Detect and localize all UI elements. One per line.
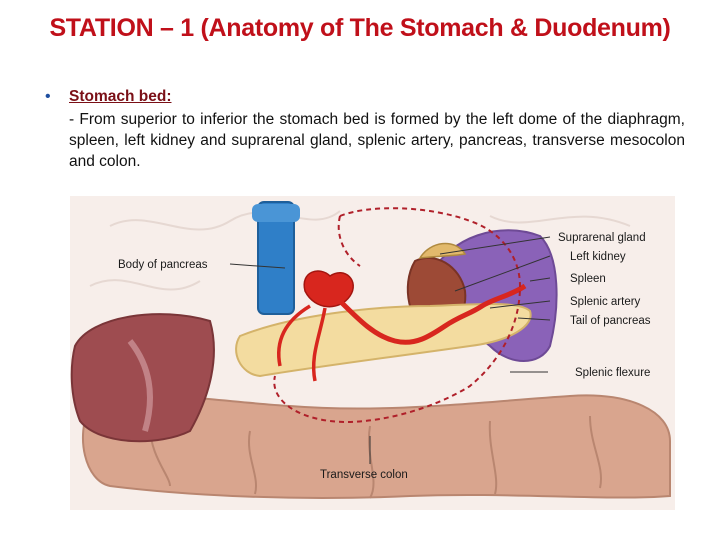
slide-title: STATION – 1 (Anatomy of The Stomach & Duodenum) (49, 14, 671, 42)
bullet-text: - From superior to inferior the stomach bed is formed by the left dome of the diaphragm, spleen, left kidney and suprarenal gland, splenic artery, pancreas, transverse mesocolon and colon. (69, 111, 685, 170)
label-tail-of-pancreas: Tail of pancreas (570, 315, 651, 327)
label-body-of-pancreas: Body of pancreas (118, 259, 208, 271)
label-splenic-artery: Splenic artery (570, 296, 641, 308)
label-splenic-flexure: Splenic flexure (575, 367, 651, 379)
label-transverse-colon: Transverse colon (320, 469, 408, 481)
label-left-kidney: Left kidney (570, 251, 626, 263)
liver (72, 314, 214, 441)
bullet-label: Stomach bed: (69, 88, 172, 105)
stomach-bed-figure (70, 196, 675, 510)
bullet-item (45, 86, 685, 172)
label-spleen: Spleen (570, 273, 606, 285)
bullet-icon: • (45, 88, 51, 105)
label-suprarenal-gland: Suprarenal gland (558, 232, 646, 244)
aorta-cap (252, 204, 300, 222)
anatomy-illustration (70, 196, 675, 510)
